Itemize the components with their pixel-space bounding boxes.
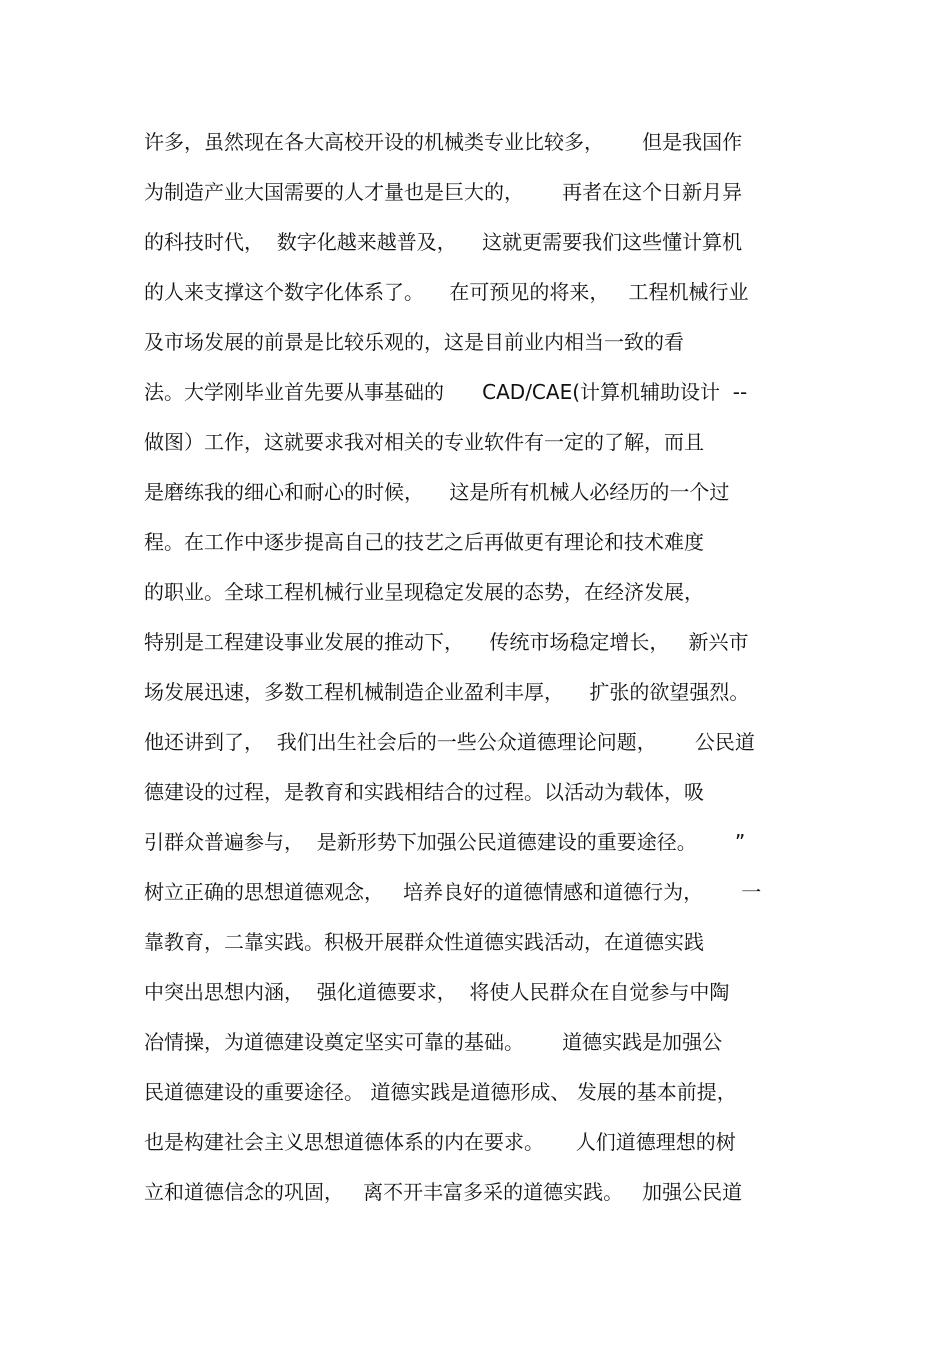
text-line: 的人来支撑这个数字化体系了。 在可预见的将来， 工程机械行业 (144, 280, 749, 304)
text-line: 中突出思想内涵， 强化道德要求， 将使人民群众在自觉参与中陶 (144, 980, 730, 1004)
text-line: 是磨练我的细心和耐心的时候， 这是所有机械人必经历的一个过 (144, 480, 730, 504)
text-line: 他还讲到了， 我们出生社会后的一些公众道德理论问题， 公民道 (144, 730, 755, 754)
text-line: 的科技时代， 数字化越来越普及， 这就更需要我们这些懂计算机 (144, 230, 743, 254)
text-line: 特别是工程建设事业发展的推动下， 传统市场稳定增长， 新兴市 (144, 630, 749, 654)
text-line: 也是构建社会主义思想道德体系的内在要求。 人们道德理想的树 (144, 1130, 736, 1154)
text-line: 为制造产业大国需要的人才量也是巨大的， 再者在这个日新月异 (144, 180, 743, 204)
text-line: 及市场发展的前景是比较乐观的，这是目前业内相当一致的看 (144, 330, 684, 354)
text-line: 的职业。全球工程机械行业呈现稳定发展的态势，在经济发展， (144, 580, 704, 604)
text-line: 民道德建设的重要途径。 道德实践是道德形成、 发展的基本前提， (144, 1080, 737, 1104)
text-line: 许多，虽然现在各大高校开设的机械类专业比较多， 但是我国作 (144, 130, 743, 154)
text-line: 德建设的过程，是教育和实践相结合的过程。以活动为载体，吸 (144, 780, 704, 804)
text-line: 做图）工作，这就要求我对相关的专业软件有一定的了解，而且 (144, 430, 704, 454)
text-line: 立和道德信念的巩固， 离不开丰富多采的道德实践。 加强公民道 (144, 1180, 743, 1204)
text-line: 引群众普遍参与， 是新形势下加强公民道德建设的重要途径。 ” (144, 830, 746, 854)
text-line: 程。在工作中逐步提高自己的技艺之后再做更有理论和技术难度 (144, 530, 704, 554)
text-line: 冶情操，为道德建设奠定坚实可靠的基础。 道德实践是加强公 (144, 1030, 723, 1054)
text-line: 树立正确的思想道德观念， 培养良好的道德情感和道德行为， 一 (144, 880, 762, 904)
body-text (144, 121, 804, 1221)
text-line: 法。大学刚毕业首先要从事基础的 CAD/CAE(计算机辅助设计 -- (144, 380, 748, 404)
text-line: 场发展迅速，多数工程机械制造企业盈利丰厚， 扩张的欲望强烈。 (144, 680, 750, 704)
text-line: 靠教育，二靠实践。积极开展群众性道德实践活动，在道德实践 (144, 930, 704, 954)
